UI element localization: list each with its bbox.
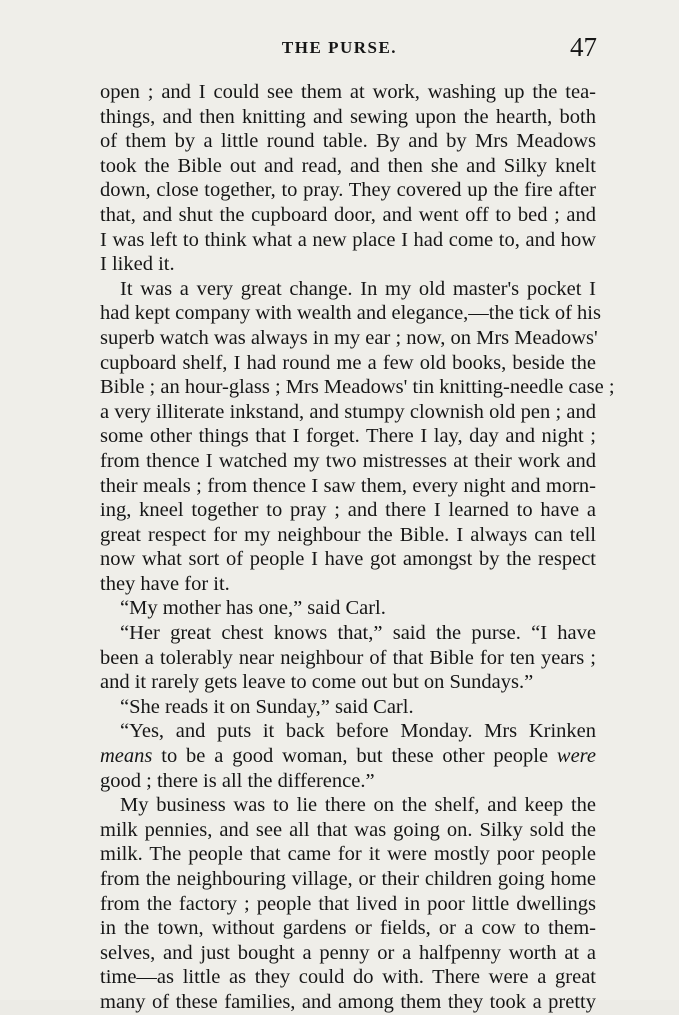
text-line: that, and shut the cupboard door, and went off to bed ; and (100, 203, 596, 226)
text-line: good ; there is all the difference.” (100, 769, 375, 792)
text-line: took the Bible out and read, and then she and Silky knelt (100, 154, 596, 177)
text-line: things, and then knitting and sewing upon the hearth, both (100, 105, 596, 128)
text-line: I was left to think what a new place I had come to, and how (100, 228, 596, 251)
paragraph-3 (100, 596, 596, 621)
text-line: cupboard shelf, I had round me a few old books, beside the (100, 351, 596, 374)
text-line: many of these families, and among them they took a pretty (100, 990, 596, 1013)
text-line: had kept company with wealth and elegance,—the tick of his (100, 302, 601, 325)
text-line: milk. The people that came for it were mostly poor people (100, 843, 596, 866)
text-line: ing, kneel together to pray ; and there I learned to have a (100, 499, 596, 522)
text-line: some other things that I forget. There I lay, day and night ; (100, 425, 596, 448)
text-line: “Yes, and puts it back before Monday. Mrs Krinken (120, 720, 596, 743)
text-line: selves, and just bought a penny or a halfpenny worth at a (100, 941, 596, 964)
text-line: It was a very great change. In my old master's pocket I (120, 277, 596, 300)
text-line: I liked it. (100, 253, 175, 276)
body-text (100, 80, 615, 1015)
text-line: in the town, without gardens or fields, or a cow to them- (100, 917, 596, 940)
text-line: from the neighbouring village, or their children going home (100, 868, 596, 890)
text-line: been a tolerably near neighbour of that Bible for ten years ; (100, 646, 596, 669)
text-line: from thence I watched my two mistresses at their work and (100, 449, 596, 472)
paragraph-6 (100, 719, 596, 793)
text-line: their meals ; from thence I saw them, every night and morn- (100, 474, 596, 497)
paragraph-5 (100, 695, 596, 720)
text-line: My business was to lie there on the shelf, and keep the (120, 794, 596, 817)
text-line: “Her great chest knows that,” said the purse. “I have (120, 622, 596, 645)
paragraph-2 (100, 277, 615, 597)
text-line: from the factory ; people that lived in poor little dwellings (100, 892, 596, 915)
text-line: a very illiterate inkstand, and stumpy clownish old pen ; and (100, 400, 596, 423)
text-line: down, close together, to pray. They covered up the fire after (100, 179, 596, 202)
page-number: 47 (570, 32, 597, 62)
paragraph-4 (100, 621, 596, 695)
italic-word: were (556, 745, 596, 768)
paragraph-7 (100, 793, 596, 1014)
text-line: of them by a little round table. By and by Mrs Meadows (100, 130, 596, 153)
text-line: “My mother has one,” said Carl. (120, 597, 386, 620)
running-title: THE PURSE. (281, 38, 398, 57)
text-line: superb watch was always in my ear ; now, on Mrs Meadows' (100, 326, 598, 349)
text-line: milk pennies, and see all that was going on. Silky sold the (100, 818, 596, 841)
text-line: “She reads it on Sunday,” said Carl. (120, 695, 414, 718)
italic-word: means (100, 745, 153, 768)
text-line: they have for it. (100, 572, 230, 595)
text-segment: to be a good woman, but these other people (152, 745, 557, 768)
text-line: great respect for my neighbour the Bible. I always can tell (100, 523, 596, 546)
text-line: and it rarely gets leave to come out but on Sundays.” (100, 671, 534, 694)
text-line (100, 744, 596, 769)
paragraph-1 (100, 80, 596, 277)
text-line: time—as little as they could do with. There were a great (100, 966, 596, 989)
text-line: open ; and I could see them at work, washing up the tea- (100, 81, 596, 103)
text-line: now what sort of people I have got amongst by the respect (100, 548, 596, 571)
text-line: Bible ; an hour-glass ; Mrs Meadows' tin knitting-needle case ; (100, 376, 615, 399)
